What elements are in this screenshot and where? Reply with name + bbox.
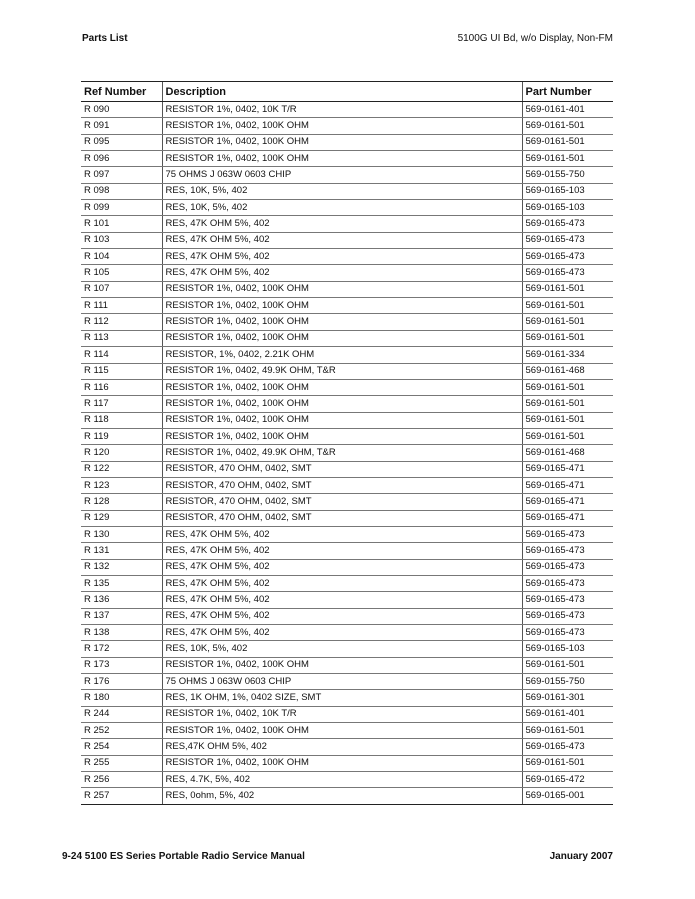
table-row xyxy=(81,657,613,673)
part-number-cell: 569-0165-001 xyxy=(522,788,613,804)
part-number-cell: 569-0165-471 xyxy=(522,477,613,493)
description-cell: RESISTOR, 470 OHM, 0402, SMT xyxy=(162,510,522,526)
part-number-cell: 569-0161-501 xyxy=(522,428,613,444)
description-cell: RESISTOR 1%, 0402, 49.9K OHM, T&R xyxy=(162,445,522,461)
part-number-cell: 569-0161-501 xyxy=(522,379,613,395)
ref-number-cell: R 135 xyxy=(81,575,162,591)
part-number-cell: 569-0165-472 xyxy=(522,772,613,788)
description-cell: RESISTOR, 1%, 0402, 2.21K OHM xyxy=(162,347,522,363)
ref-number-cell: R 129 xyxy=(81,510,162,526)
ref-number-cell: R 119 xyxy=(81,428,162,444)
ref-number-cell: R 120 xyxy=(81,445,162,461)
part-number-cell: 569-0161-501 xyxy=(522,134,613,150)
ref-number-cell: R 107 xyxy=(81,281,162,297)
part-number-cell: 569-0165-471 xyxy=(522,494,613,510)
ref-number-cell: R 112 xyxy=(81,314,162,330)
table-row xyxy=(81,526,613,542)
description-cell: RESISTOR 1%, 0402, 100K OHM xyxy=(162,657,522,673)
ref-number-cell: R 123 xyxy=(81,477,162,493)
footer-date: January 2007 xyxy=(549,851,613,862)
table-row xyxy=(81,347,613,363)
part-number-cell: 569-0165-473 xyxy=(522,592,613,608)
table-row xyxy=(81,559,613,575)
part-number-cell: 569-0161-468 xyxy=(522,363,613,379)
part-number-cell: 569-0161-501 xyxy=(522,657,613,673)
ref-number-cell: R 103 xyxy=(81,232,162,248)
ref-number-cell: R 130 xyxy=(81,526,162,542)
table-row xyxy=(81,151,613,167)
footer-manual-title: 9-24 5100 ES Series Portable Radio Service Manual xyxy=(62,851,305,862)
table-row xyxy=(81,396,613,412)
part-number-cell: 569-0161-501 xyxy=(522,151,613,167)
description-cell: RESISTOR 1%, 0402, 100K OHM xyxy=(162,330,522,346)
table-row xyxy=(81,739,613,755)
table-row xyxy=(81,102,613,118)
description-cell: RES, 47K OHM 5%, 402 xyxy=(162,526,522,542)
part-number-cell: 569-0161-501 xyxy=(522,396,613,412)
table-row xyxy=(81,690,613,706)
part-number-cell: 569-0161-501 xyxy=(522,330,613,346)
description-cell: RESISTOR 1%, 0402, 100K OHM xyxy=(162,281,522,297)
description-cell: RESISTOR 1%, 0402, 100K OHM xyxy=(162,151,522,167)
part-number-cell: 569-0165-471 xyxy=(522,461,613,477)
table-row xyxy=(81,625,613,641)
table-row xyxy=(81,755,613,771)
part-number-cell: 569-0165-473 xyxy=(522,232,613,248)
table-row xyxy=(81,608,613,624)
header-subtitle: 5100G UI Bd, w/o Display, Non-FM xyxy=(457,33,613,44)
part-number-cell: 569-0161-501 xyxy=(522,118,613,134)
description-cell: RESISTOR, 470 OHM, 0402, SMT xyxy=(162,494,522,510)
part-number-cell: 569-0165-473 xyxy=(522,526,613,542)
part-number-cell: 569-0165-103 xyxy=(522,183,613,199)
part-number-cell: 569-0155-750 xyxy=(522,167,613,183)
description-cell: RES, 47K OHM 5%, 402 xyxy=(162,249,522,265)
table-row xyxy=(81,249,613,265)
description-cell: RESISTOR 1%, 0402, 100K OHM xyxy=(162,396,522,412)
description-cell: RESISTOR 1%, 0402, 100K OHM xyxy=(162,755,522,771)
ref-number-cell: R 131 xyxy=(81,543,162,559)
part-number-cell: 569-0161-501 xyxy=(522,314,613,330)
table-row xyxy=(81,379,613,395)
description-cell: RES, 47K OHM 5%, 402 xyxy=(162,543,522,559)
ref-number-cell: R 090 xyxy=(81,102,162,118)
part-number-cell: 569-0165-473 xyxy=(522,265,613,281)
ref-number-cell: R 115 xyxy=(81,363,162,379)
parts-table xyxy=(81,81,613,805)
table-row xyxy=(81,118,613,134)
table-row xyxy=(81,575,613,591)
description-cell: RES, 47K OHM 5%, 402 xyxy=(162,559,522,575)
ref-number-cell: R 138 xyxy=(81,625,162,641)
table-row xyxy=(81,461,613,477)
ref-number-cell: R 180 xyxy=(81,690,162,706)
description-cell: RESISTOR 1%, 0402, 100K OHM xyxy=(162,134,522,150)
part-number-cell: 569-0161-401 xyxy=(522,102,613,118)
ref-number-cell: R 116 xyxy=(81,379,162,395)
description-cell: RES, 0ohm, 5%, 402 xyxy=(162,788,522,804)
description-cell: RES,47K OHM 5%, 402 xyxy=(162,739,522,755)
ref-number-cell: R 244 xyxy=(81,706,162,722)
part-number-cell: 569-0161-501 xyxy=(522,723,613,739)
table-row xyxy=(81,134,613,150)
description-cell: RES, 4.7K, 5%, 402 xyxy=(162,772,522,788)
ref-number-cell: R 111 xyxy=(81,298,162,314)
table-row xyxy=(81,200,613,216)
table-row xyxy=(81,477,613,493)
description-cell: RES, 47K OHM 5%, 402 xyxy=(162,625,522,641)
ref-number-cell: R 104 xyxy=(81,249,162,265)
part-number-cell: 569-0165-103 xyxy=(522,200,613,216)
table-row xyxy=(81,298,613,314)
description-cell: RES, 47K OHM 5%, 402 xyxy=(162,265,522,281)
description-cell: RES, 10K, 5%, 402 xyxy=(162,200,522,216)
ref-number-cell: R 252 xyxy=(81,723,162,739)
part-number-cell: 569-0161-501 xyxy=(522,755,613,771)
part-number-cell: 569-0165-473 xyxy=(522,739,613,755)
description-cell: RES, 47K OHM 5%, 402 xyxy=(162,608,522,624)
description-cell: RESISTOR 1%, 0402, 10K T/R xyxy=(162,706,522,722)
ref-number-cell: R 255 xyxy=(81,755,162,771)
part-number-cell: 569-0161-301 xyxy=(522,690,613,706)
description-cell: RES, 47K OHM 5%, 402 xyxy=(162,232,522,248)
ref-number-cell: R 096 xyxy=(81,151,162,167)
table-row xyxy=(81,641,613,657)
description-cell: 75 OHMS J 063W 0603 CHIP xyxy=(162,674,522,690)
part-number-cell: 569-0165-473 xyxy=(522,608,613,624)
table-row xyxy=(81,216,613,232)
description-cell: RES, 10K, 5%, 402 xyxy=(162,641,522,657)
ref-number-cell: R 257 xyxy=(81,788,162,804)
description-cell: RESISTOR 1%, 0402, 100K OHM xyxy=(162,428,522,444)
part-number-cell: 569-0155-750 xyxy=(522,674,613,690)
description-cell: RES, 47K OHM 5%, 402 xyxy=(162,216,522,232)
ref-number-cell: R 101 xyxy=(81,216,162,232)
header-title: Parts List xyxy=(82,33,128,44)
table-row xyxy=(81,723,613,739)
ref-number-cell: R 091 xyxy=(81,118,162,134)
part-number-cell: 569-0165-473 xyxy=(522,216,613,232)
ref-number-cell: R 176 xyxy=(81,674,162,690)
table-row xyxy=(81,183,613,199)
ref-number-cell: R 117 xyxy=(81,396,162,412)
table-row xyxy=(81,445,613,461)
part-number-cell: 569-0161-501 xyxy=(522,412,613,428)
ref-number-cell: R 256 xyxy=(81,772,162,788)
part-number-cell: 569-0165-103 xyxy=(522,641,613,657)
description-cell: RESISTOR 1%, 0402, 100K OHM xyxy=(162,314,522,330)
description-cell: RES, 1K OHM, 1%, 0402 SIZE, SMT xyxy=(162,690,522,706)
table-row xyxy=(81,674,613,690)
table-row xyxy=(81,428,613,444)
description-cell: RESISTOR, 470 OHM, 0402, SMT xyxy=(162,477,522,493)
part-number-cell: 569-0165-473 xyxy=(522,559,613,575)
table-header-row xyxy=(81,82,613,102)
ref-number-cell: R 098 xyxy=(81,183,162,199)
part-number-cell: 569-0161-468 xyxy=(522,445,613,461)
table-row xyxy=(81,772,613,788)
table-row xyxy=(81,592,613,608)
part-number-cell: 569-0165-471 xyxy=(522,510,613,526)
ref-number-cell: R 137 xyxy=(81,608,162,624)
ref-number-cell: R 105 xyxy=(81,265,162,281)
table-row xyxy=(81,788,613,804)
table-row xyxy=(81,330,613,346)
description-cell: RESISTOR 1%, 0402, 100K OHM xyxy=(162,723,522,739)
ref-number-cell: R 113 xyxy=(81,330,162,346)
ref-number-cell: R 254 xyxy=(81,739,162,755)
part-number-cell: 569-0165-473 xyxy=(522,575,613,591)
column-header-ref-number: Ref Number xyxy=(81,82,162,102)
ref-number-cell: R 136 xyxy=(81,592,162,608)
description-cell: RESISTOR 1%, 0402, 100K OHM xyxy=(162,379,522,395)
ref-number-cell: R 122 xyxy=(81,461,162,477)
column-header-description: Description xyxy=(162,82,522,102)
table-row xyxy=(81,363,613,379)
ref-number-cell: R 132 xyxy=(81,559,162,575)
table-row xyxy=(81,314,613,330)
description-cell: RES, 10K, 5%, 402 xyxy=(162,183,522,199)
description-cell: 75 OHMS J 063W 0603 CHIP xyxy=(162,167,522,183)
table-row xyxy=(81,494,613,510)
ref-number-cell: R 099 xyxy=(81,200,162,216)
table-row xyxy=(81,412,613,428)
table-row xyxy=(81,706,613,722)
table-row xyxy=(81,167,613,183)
part-number-cell: 569-0161-501 xyxy=(522,298,613,314)
ref-number-cell: R 095 xyxy=(81,134,162,150)
part-number-cell: 569-0161-401 xyxy=(522,706,613,722)
part-number-cell: 569-0165-473 xyxy=(522,625,613,641)
column-header-part-number: Part Number xyxy=(522,82,613,102)
description-cell: RES, 47K OHM 5%, 402 xyxy=(162,575,522,591)
table-row xyxy=(81,510,613,526)
table-row xyxy=(81,543,613,559)
part-number-cell: 569-0161-501 xyxy=(522,281,613,297)
part-number-cell: 569-0165-473 xyxy=(522,543,613,559)
description-cell: RESISTOR 1%, 0402, 100K OHM xyxy=(162,412,522,428)
part-number-cell: 569-0161-334 xyxy=(522,347,613,363)
ref-number-cell: R 097 xyxy=(81,167,162,183)
ref-number-cell: R 114 xyxy=(81,347,162,363)
ref-number-cell: R 173 xyxy=(81,657,162,673)
ref-number-cell: R 118 xyxy=(81,412,162,428)
part-number-cell: 569-0165-473 xyxy=(522,249,613,265)
ref-number-cell: R 172 xyxy=(81,641,162,657)
table-row xyxy=(81,265,613,281)
table-row xyxy=(81,281,613,297)
table-row xyxy=(81,232,613,248)
description-cell: RES, 47K OHM 5%, 402 xyxy=(162,592,522,608)
description-cell: RESISTOR, 470 OHM, 0402, SMT xyxy=(162,461,522,477)
description-cell: RESISTOR 1%, 0402, 100K OHM xyxy=(162,298,522,314)
description-cell: RESISTOR 1%, 0402, 49.9K OHM, T&R xyxy=(162,363,522,379)
description-cell: RESISTOR 1%, 0402, 100K OHM xyxy=(162,118,522,134)
ref-number-cell: R 128 xyxy=(81,494,162,510)
description-cell: RESISTOR 1%, 0402, 10K T/R xyxy=(162,102,522,118)
